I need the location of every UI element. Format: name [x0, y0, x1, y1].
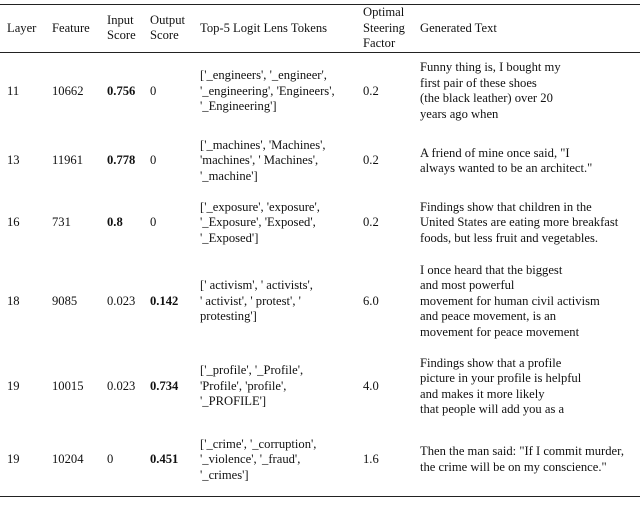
feature-cell: 731 — [52, 215, 71, 230]
table-row — [0, 130, 640, 192]
header-feature: Feature — [52, 20, 90, 35]
layer-cell: 19 — [7, 378, 20, 393]
header-row — [0, 5, 640, 53]
steering-factor-cell: 0.2 — [363, 153, 379, 168]
tokens-cell: [' activism', ' activists', ' activist', ' protest', ' protesting'] — [200, 278, 313, 324]
generated-text-cell: I once heard that the biggest and most powerful movement for human civil activism and peace movement, is an movement for peace movement — [420, 262, 600, 339]
feature-cell: 10204 — [52, 452, 84, 466]
feature-cell: 10662 — [52, 83, 84, 98]
feature-cell: 11961 — [52, 153, 84, 168]
steering-factor-cell: 4.0 — [363, 378, 379, 393]
steering-factor-cell: 1.6 — [363, 452, 379, 466]
steering-factor-cell: 0.2 — [363, 83, 379, 98]
header-generated-text: Generated Text — [420, 20, 497, 35]
output-score-cell: 0 — [150, 215, 157, 230]
input-score-cell: 0.8 — [107, 215, 123, 230]
header-steering-factor: Optimal Steering Factor — [363, 5, 405, 50]
input-score-cell: 0.023 — [107, 293, 136, 308]
table-row — [0, 254, 640, 349]
input-score-cell: 0.756 — [107, 83, 136, 98]
output-score-cell: 0.142 — [150, 293, 179, 308]
steering-factor-cell: 6.0 — [363, 293, 379, 308]
tokens-cell: ['_profile', '_Profile', 'Profile', 'profile', '_PROFILE'] — [200, 363, 304, 409]
generated-text-cell: Findings show that a profile picture in your profile is helpful and makes it more likely that people will add you as a — [420, 355, 582, 416]
generated-text-cell: A friend of mine once said, "I always wanted to be an architect." — [420, 145, 593, 175]
header-input-score: Input Score — [107, 12, 136, 43]
input-score-cell: 0.023 — [107, 378, 136, 393]
feature-cell: 9085 — [52, 293, 78, 308]
table-row — [0, 424, 640, 496]
output-score-cell: 0.451 — [150, 452, 179, 466]
results-table — [0, 4, 640, 497]
layer-cell: 19 — [7, 452, 20, 466]
layer-cell: 13 — [7, 153, 20, 168]
output-score-cell: 0 — [150, 153, 157, 168]
feature-cell: 10015 — [52, 378, 84, 393]
table-row — [0, 52, 640, 130]
header-output-score: Output Score — [150, 12, 185, 43]
header-tokens: Top-5 Logit Lens Tokens — [200, 20, 328, 35]
layer-cell: 18 — [7, 293, 20, 308]
layer-cell: 11 — [7, 83, 20, 98]
generated-text-cell: Funny thing is, I bought my first pair of these shoes (the black leather) over 20 years ago when — [420, 60, 561, 121]
output-score-cell: 0 — [150, 83, 157, 98]
table-row — [0, 349, 640, 424]
input-score-cell: 0.778 — [107, 153, 136, 168]
tokens-cell: ['_engineers', '_engineer', '_engineering', 'Engineers', '_Engineering'] — [200, 68, 335, 113]
tokens-cell: ['_crime', '_corruption', '_violence', '_fraud', '_crimes'] — [200, 436, 317, 482]
header-layer: Layer — [7, 20, 37, 35]
generated-text-cell: Findings show that children in the United States are eating more breakfast foods, but less fruit and vegetables. — [420, 199, 619, 245]
generated-text-cell: Then the man said: "If I commit murder, the crime will be on my conscience." — [420, 444, 624, 474]
layer-cell: 16 — [7, 215, 20, 230]
table-row — [0, 192, 640, 254]
tokens-cell: ['_machines', 'Machines', 'machines', ' Machines', '_machine'] — [200, 137, 326, 183]
tokens-cell: ['_exposure', 'exposure', '_Exposure', 'Exposed', '_Exposed'] — [200, 199, 320, 245]
input-score-cell: 0 — [107, 452, 114, 466]
output-score-cell: 0.734 — [150, 378, 179, 393]
steering-factor-cell: 0.2 — [363, 215, 379, 230]
